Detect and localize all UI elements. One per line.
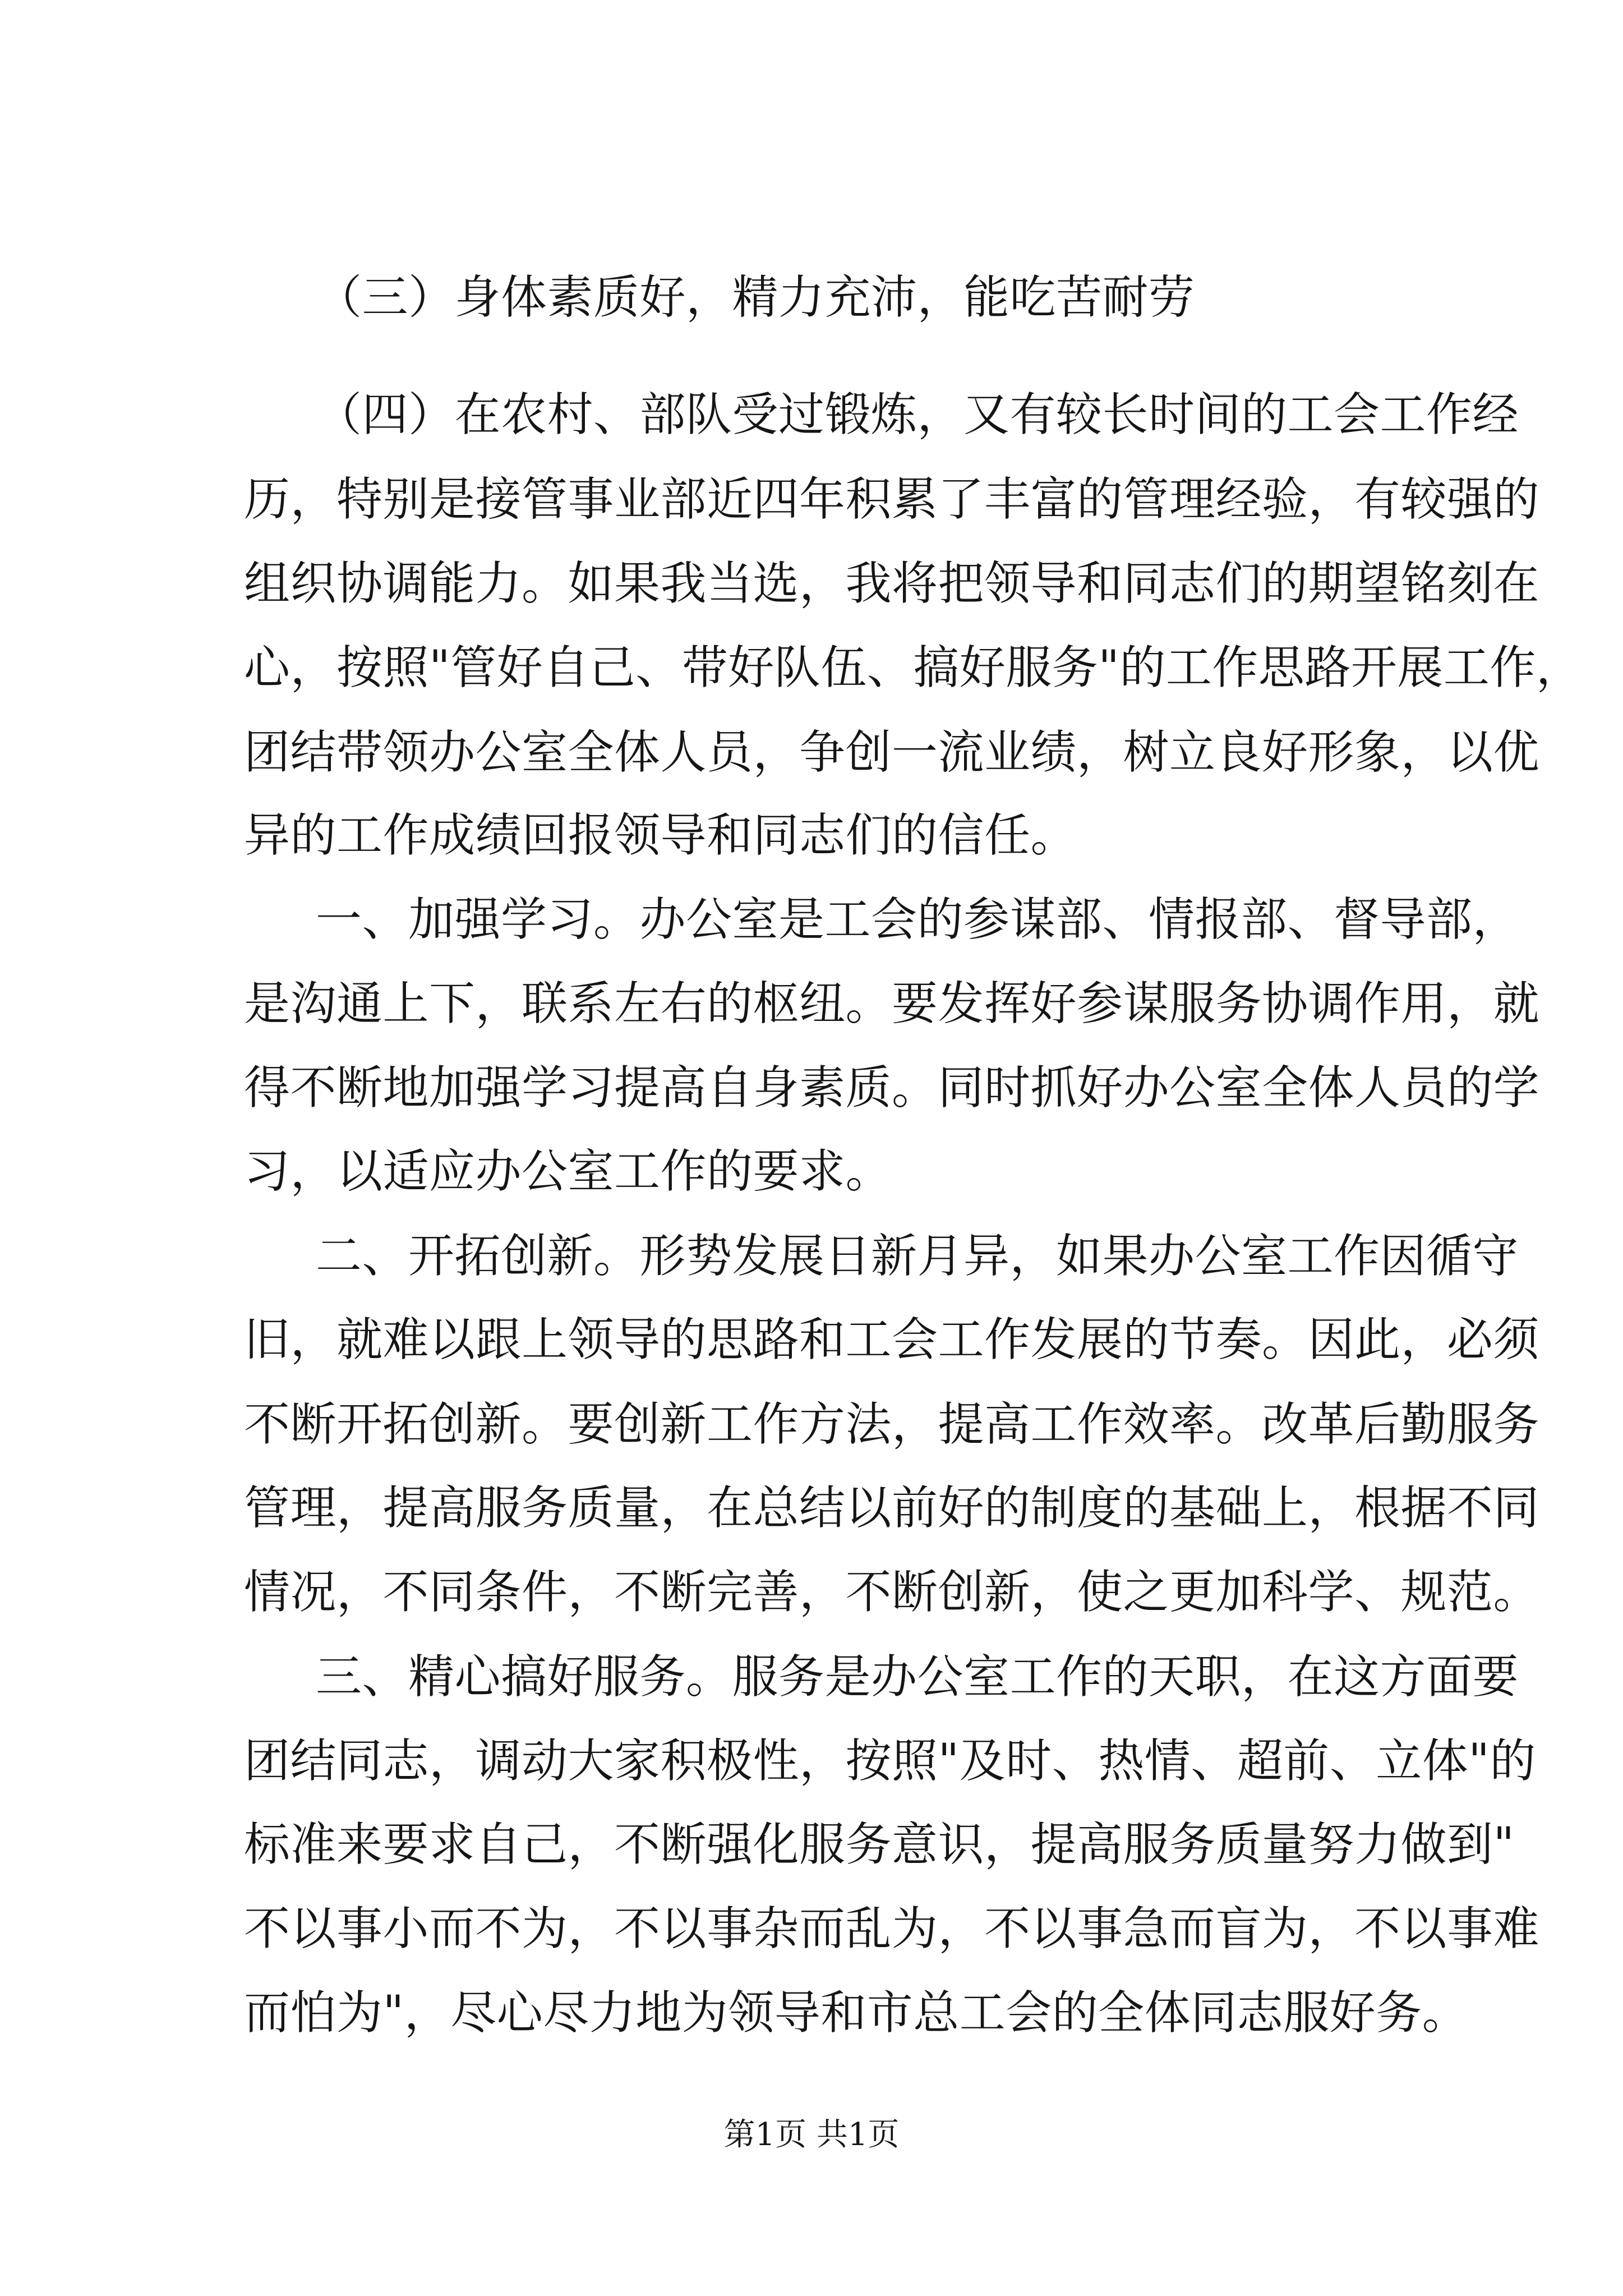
paragraph-line-17: 三、精心搞好服务。服务是办公室工作的天职，在这方面要 [316, 1650, 1519, 1704]
paragraph-line-19: 标准来要求自己，不断强化服务意识，提高服务质量努力做到" [244, 1818, 1515, 1871]
paragraph-line-6: 团结带领办公室全体人员，争创一流业绩，树立良好形象，以优 [244, 726, 1540, 779]
paragraph-line-2: （四）在农村、部队受过锻炼，又有较长时间的工会工作经 [316, 388, 1519, 441]
paragraph-line-1: （三）身体素质好，精力充沛，能吃苦耐劳 [316, 271, 1195, 324]
paragraph-line-7: 异的工作成绩回报领导和同志们的信任。 [244, 809, 1077, 862]
paragraph-line-18: 团结同志，调动大家积极性，按照"及时、热情、超前、立体"的 [244, 1734, 1536, 1788]
paragraph-line-10: 得不断地加强学习提高自身素质。同时抓好办公室全体人员的学 [244, 1061, 1540, 1115]
paragraph-line-5: 心，按照"管好自己、带好队伍、搞好服务"的工作思路开展工作， [244, 641, 1583, 694]
paragraph-line-13: 旧，就难以跟上领导的思路和工会工作发展的节奏。因此，必须 [244, 1313, 1540, 1366]
paragraph-line-20: 不以事小而不为，不以事杂而乱为，不以事急而盲为，不以事难 [244, 1902, 1540, 1955]
paragraph-line-21: 而怕为"，尽心尽力地为领导和市总工会的全体同志服好务。 [244, 1986, 1469, 2040]
page-number-footer: 第1页 共1页 [723, 2116, 900, 2153]
paragraph-line-9: 是沟通上下，联系左右的枢纽。要发挥好参谋服务协调作用，就 [244, 977, 1540, 1030]
paragraph-line-14: 不断开拓创新。要创新工作方法，提高工作效率。改革后勤服务 [244, 1398, 1540, 1451]
paragraph-line-3: 历，特别是接管事业部近四年积累了丰富的管理经验，有较强的 [244, 473, 1540, 526]
paragraph-line-15: 管理，提高服务质量，在总结以前好的制度的基础上，根据不同 [244, 1481, 1540, 1535]
paragraph-line-8: 一、加强学习。办公室是工会的参谋部、情报部、督导部， [316, 893, 1519, 946]
paragraph-line-11: 习，以适应办公室工作的要求。 [244, 1145, 892, 1198]
paragraph-line-12: 二、开拓创新。形势发展日新月异，如果办公室工作因循守 [316, 1230, 1519, 1283]
paragraph-line-16: 情况，不同条件，不断完善，不断创新，使之更加科学、规范。 [244, 1566, 1540, 1619]
paragraph-line-4: 组织协调能力。如果我当选，我将把领导和同志们的期望铭刻在 [244, 557, 1540, 610]
